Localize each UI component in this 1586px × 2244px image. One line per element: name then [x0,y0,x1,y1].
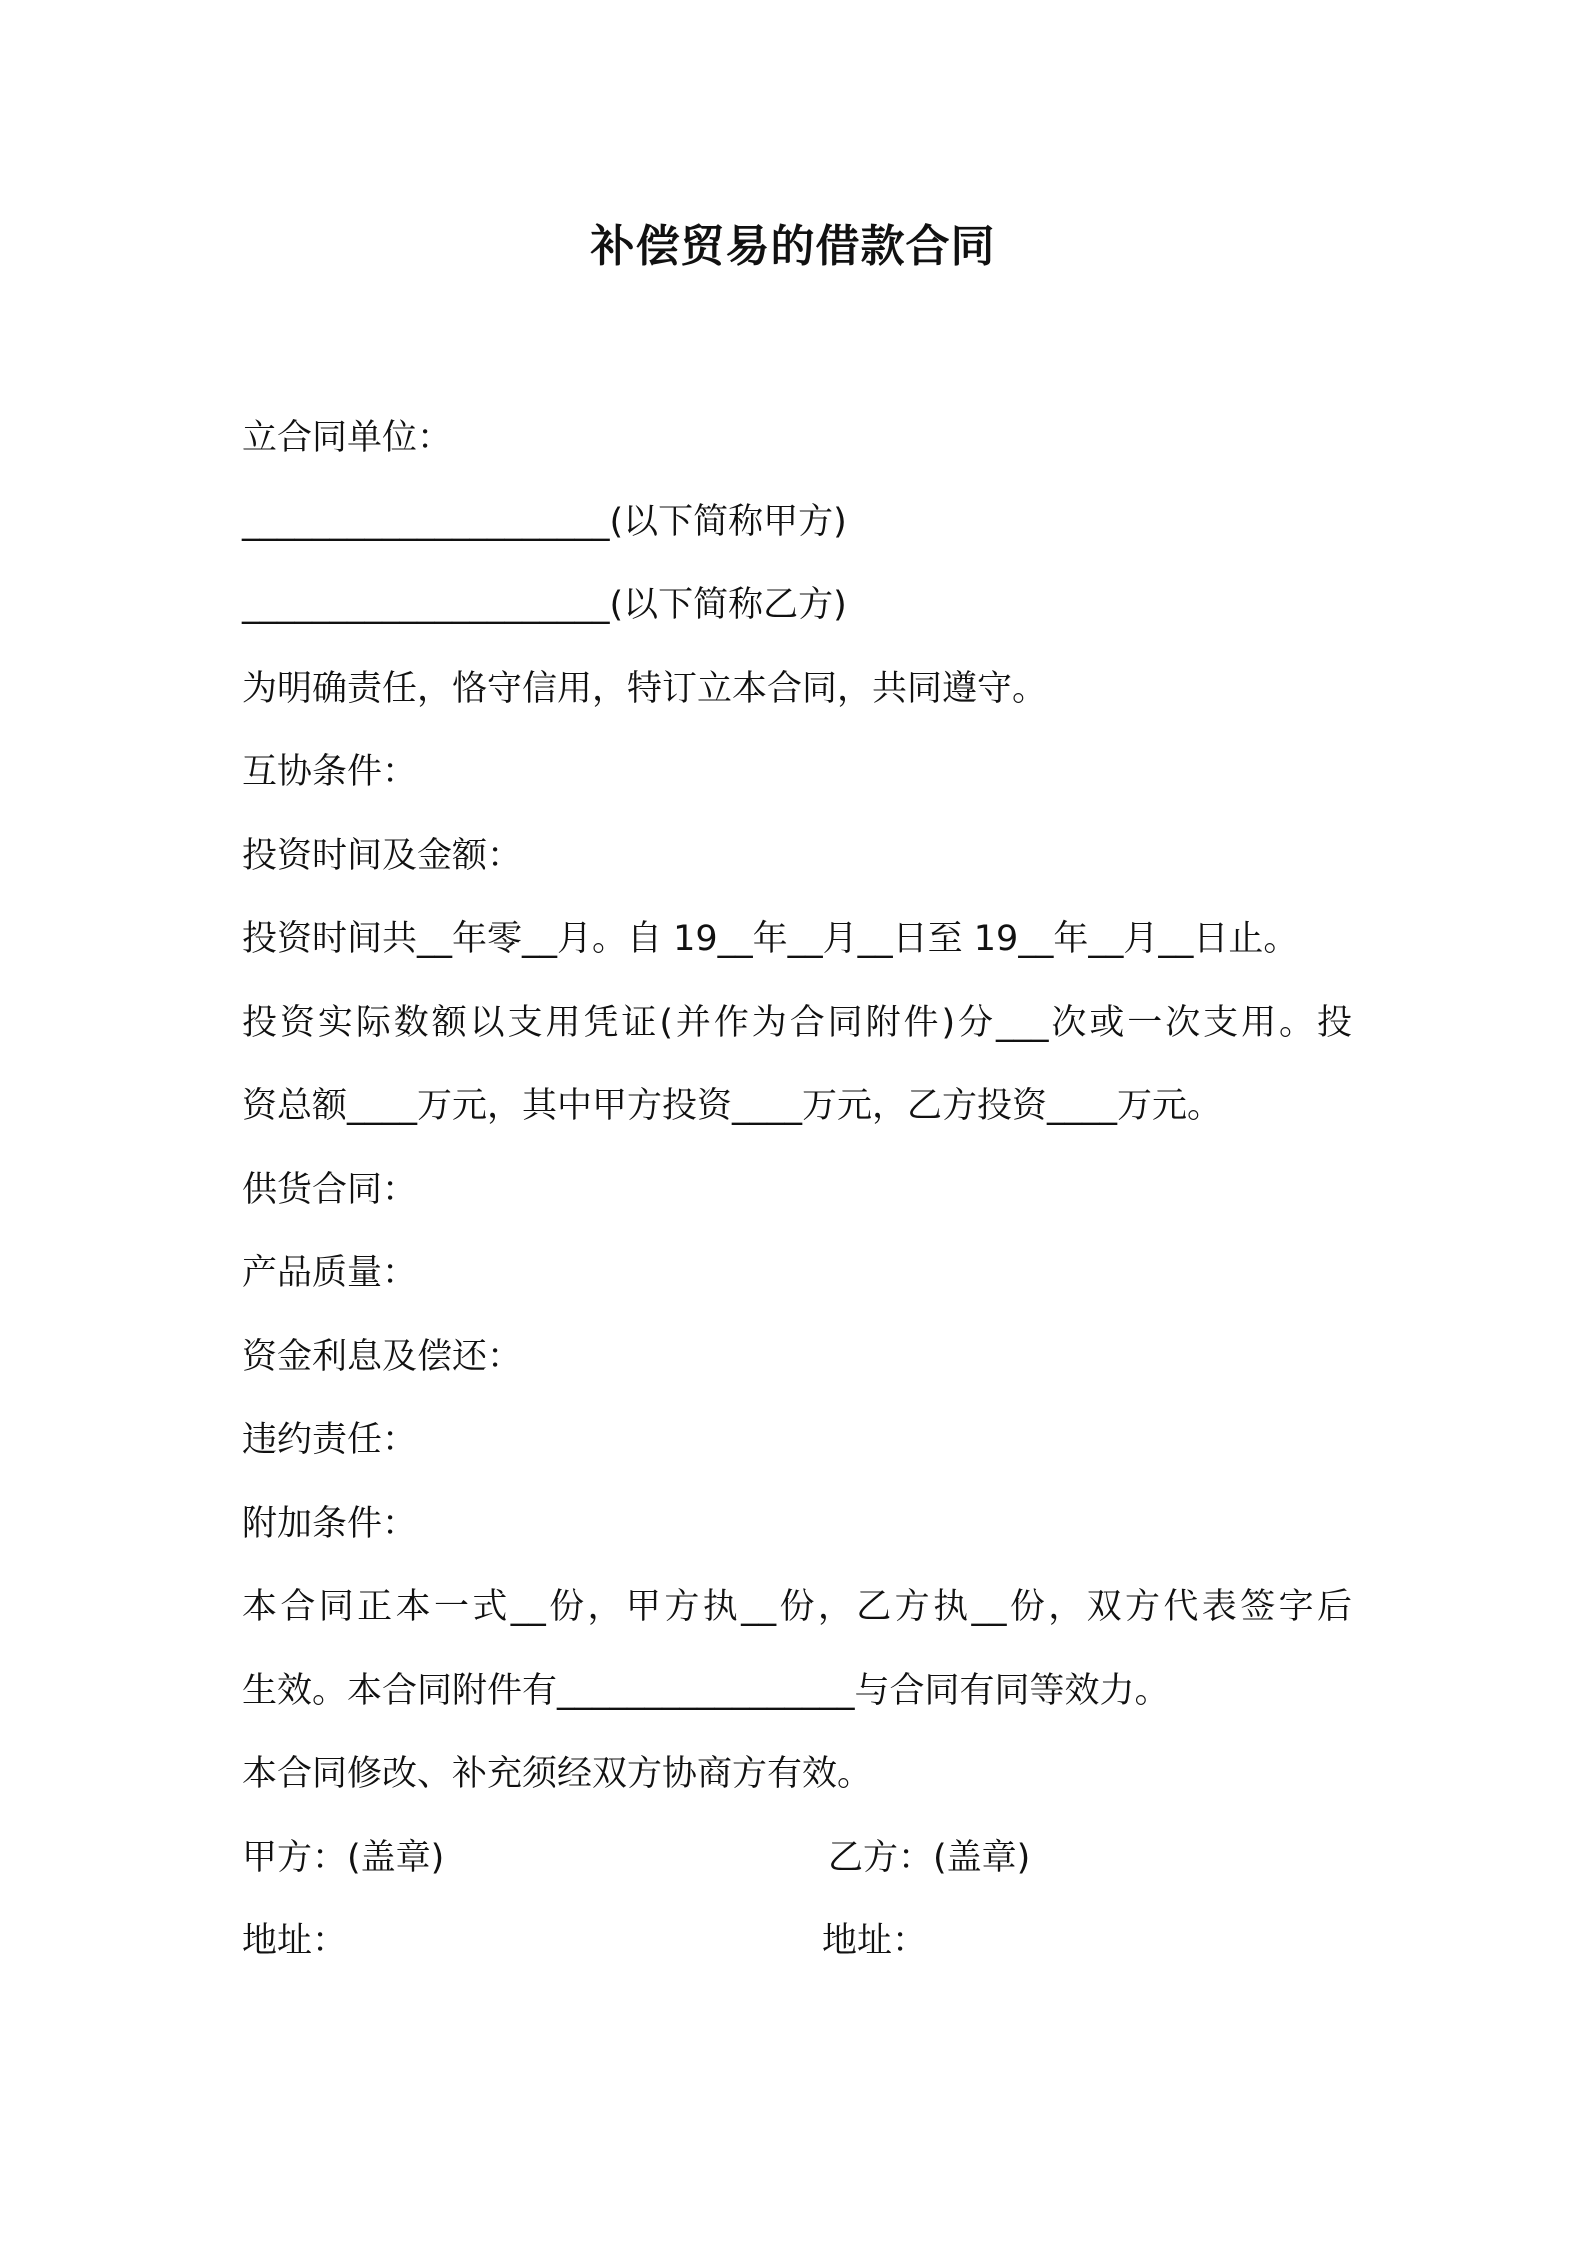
contract-parties-heading: 立合同单位： [242,418,453,458]
contract-body [242,404,1352,1991]
seal-row [242,1824,1352,1908]
section-interest: 资金利息及偿还： [242,1336,523,1377]
copies-clause-line-1: 本合同正本一式__份，甲方执__份，乙方执__份，双方代表签字后 [242,1587,1352,1627]
section-additional: 附加条件： [242,1503,418,1544]
party-b-blank: _____________________(以下简称乙方) [242,585,847,625]
party-a-address: 地址： [242,1921,348,1961]
party-b-seal: 乙方：(盖章) [828,1837,1031,1878]
address-row [242,1907,1352,1991]
party-a-blank: _____________________(以下简称甲方) [242,501,847,542]
section-liability: 违约责任： [242,1420,418,1460]
amendment-clause: 本合同修改、补充须经双方协商方有效。 [242,1754,873,1794]
section-conditions: 互协条件： [242,752,418,792]
section-quality: 产品质量： [242,1253,418,1293]
preamble: 为明确责任，恪守信用，特订立本合同，共同遵守。 [242,668,1048,709]
investment-amount-line-2: 资总额____万元，其中甲方投资____万元，乙方投资____万元。 [242,1086,1223,1126]
document-title: 补偿贸易的借款合同 [590,221,996,272]
copies-clause-line-2: 生效。本合同附件有_________________与合同有同等效力。 [242,1670,1170,1711]
party-b-address: 地址： [822,1921,928,1961]
investment-amount-line-1: 投资实际数额以支用凭证(并作为合同附件)分___次或一次支用。投 [242,1002,1352,1043]
section-supply: 供货合同： [242,1169,418,1210]
party-a-seal: 甲方：(盖章) [242,1837,445,1878]
investment-period: 投资时间共__年零__月。自 19__年__月__日至 19__年__月__日止。 [242,919,1299,959]
section-investment: 投资时间及金额： [242,835,523,876]
